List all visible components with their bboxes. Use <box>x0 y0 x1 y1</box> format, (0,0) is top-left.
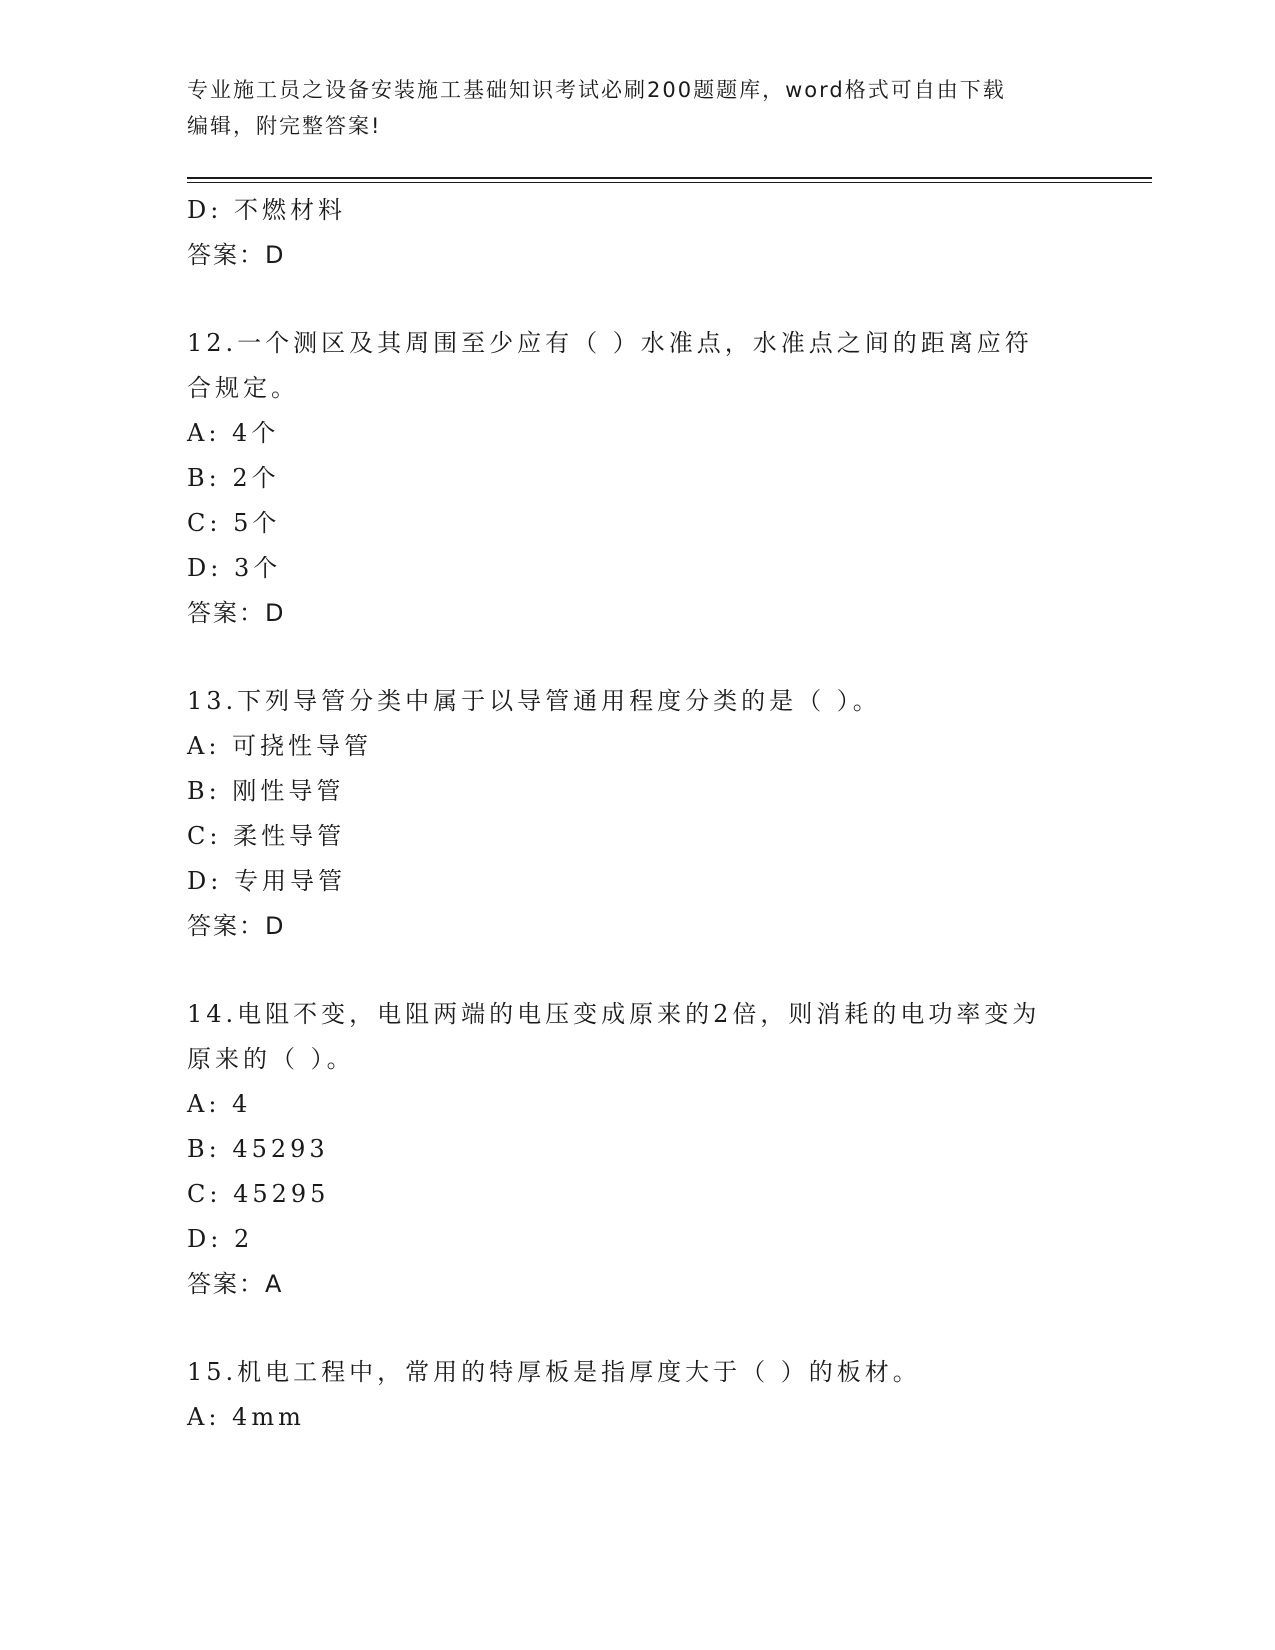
question-14-option-d: D: 2 <box>187 1225 254 1253</box>
question-14-stem-line-2: 原来的（ ）。 <box>187 1045 355 1073</box>
question-14-stem-line-1: 14.电阻不变，电阻两端的电压变成原来的2倍，则消耗的电功率变为 <box>187 1000 1041 1028</box>
document-header <box>187 72 1067 144</box>
question-13-option-d: D: 专用导管 <box>187 867 346 895</box>
question-14-option-b: B: 45293 <box>187 1135 329 1163</box>
question-15-stem-line-1: 15.机电工程中，常用的特厚板是指厚度大于（ ）的板材。 <box>187 1358 921 1386</box>
question-13-answer: 答案：D <box>187 912 286 940</box>
header-title-line-1: 专业施工员之设备安装施工基础知识考试必刷200题题库，word格式可自由下载 <box>187 78 1006 102</box>
question-11-option-d: D: 不燃材料 <box>187 196 346 224</box>
question-13-stem-line-1: 13.下列导管分类中属于以导管通用程度分类的是（ ）。 <box>187 687 881 715</box>
question-14-option-c: C: 45295 <box>187 1180 330 1208</box>
spacer <box>187 636 1087 679</box>
question-14 <box>187 992 1087 1307</box>
question-12 <box>187 321 1087 636</box>
question-list <box>187 188 1087 1440</box>
spacer <box>187 1307 1087 1350</box>
spacer <box>187 278 1087 321</box>
question-13-option-c: C: 柔性导管 <box>187 822 346 850</box>
question-13 <box>187 679 1087 949</box>
question-11 <box>187 188 1087 278</box>
question-12-option-b: B: 2个 <box>187 464 280 492</box>
question-13-option-a: A: 可挠性导管 <box>187 732 373 760</box>
question-11-answer: 答案：D <box>187 241 286 269</box>
question-12-option-d: D: 3个 <box>187 554 282 582</box>
question-14-answer: 答案：A <box>187 1270 284 1298</box>
header-divider-thick <box>187 177 1152 179</box>
question-15-option-a: A: 4mm <box>187 1403 305 1431</box>
question-12-stem-line-1: 12.一个测区及其周围至少应有（ ）水准点，水准点之间的距离应符 <box>187 329 1033 357</box>
header-title-line-2: 编辑，附完整答案! <box>187 114 382 138</box>
question-13-option-b: B: 刚性导管 <box>187 777 345 805</box>
question-12-option-a: A: 4个 <box>187 419 280 447</box>
spacer <box>187 949 1087 992</box>
question-12-answer: 答案：D <box>187 599 286 627</box>
question-12-stem-line-2: 合规定。 <box>187 374 299 402</box>
question-12-option-c: C: 5个 <box>187 509 281 537</box>
question-15 <box>187 1350 1087 1440</box>
header-divider-thin <box>187 182 1152 183</box>
question-14-option-a: A: 4 <box>187 1090 252 1118</box>
